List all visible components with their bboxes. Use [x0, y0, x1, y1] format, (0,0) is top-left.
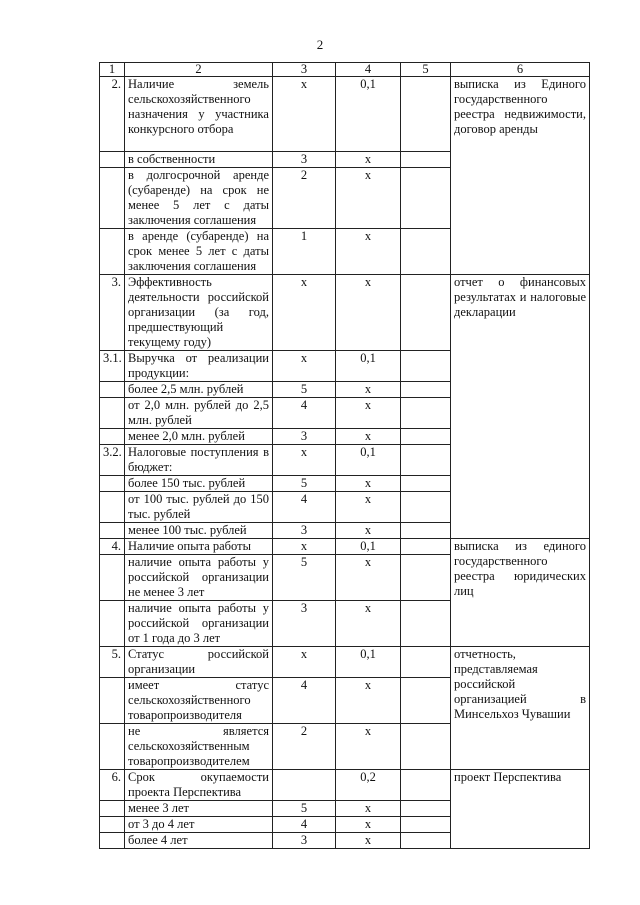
- row-number: [100, 523, 125, 539]
- value-cell: [401, 445, 451, 476]
- points-cell: х: [273, 77, 336, 152]
- points-cell: 3: [273, 152, 336, 168]
- points-cell: 5: [273, 801, 336, 817]
- points-cell: 5: [273, 476, 336, 492]
- weight-cell: х: [336, 817, 401, 833]
- criterion-name: от 100 тыс. рублей до 150 тыс. рублей: [125, 492, 273, 523]
- weight-cell: 0,1: [336, 445, 401, 476]
- weight-cell: х: [336, 492, 401, 523]
- row-number: [100, 555, 125, 601]
- header-row: [100, 63, 590, 77]
- table-row: [100, 77, 590, 152]
- criterion-name: Наличие опыта работы: [125, 539, 273, 555]
- value-cell: [401, 492, 451, 523]
- value-cell: [401, 601, 451, 647]
- points-cell: 5: [273, 555, 336, 601]
- row-number: [100, 601, 125, 647]
- points-cell: 2: [273, 168, 336, 229]
- row-number: [100, 152, 125, 168]
- points-cell: 4: [273, 398, 336, 429]
- value-cell: [401, 429, 451, 445]
- criterion-name: от 2,0 млн. рублей до 2,5 млн. рублей: [125, 398, 273, 429]
- row-number: 6.: [100, 770, 125, 801]
- criterion-name: наличие опыта работы у российской организации не менее 3 лет: [125, 555, 273, 601]
- value-cell: [401, 398, 451, 429]
- criterion-name: имеет статус сельскохозяйственного товаропроизводителя: [125, 678, 273, 724]
- points-cell: 4: [273, 678, 336, 724]
- weight-cell: х: [336, 724, 401, 770]
- row-number: [100, 492, 125, 523]
- value-cell: [401, 833, 451, 849]
- weight-cell: х: [336, 429, 401, 445]
- value-cell: [401, 168, 451, 229]
- criterion-name: в долгосрочной аренде (субаренде) на срок не менее 5 лет с даты заключения соглашения: [125, 168, 273, 229]
- row-number: [100, 476, 125, 492]
- points-cell: 2: [273, 724, 336, 770]
- weight-cell: х: [336, 833, 401, 849]
- row-number: 3.: [100, 275, 125, 351]
- weight-cell: х: [336, 152, 401, 168]
- table-row: [100, 275, 590, 351]
- criterion-name: наличие опыта работы у российской организации от 1 года до 3 лет: [125, 601, 273, 647]
- document-cell: отчетность, представляемая российской организацией в Минсельхоз Чувашии: [451, 647, 590, 770]
- row-number: [100, 801, 125, 817]
- criterion-name: Выручка от реализации продукции:: [125, 351, 273, 382]
- points-cell: 3: [273, 833, 336, 849]
- weight-cell: 0,2: [336, 770, 401, 801]
- weight-cell: х: [336, 382, 401, 398]
- value-cell: [401, 77, 451, 152]
- weight-cell: 0,1: [336, 351, 401, 382]
- row-number: [100, 833, 125, 849]
- weight-cell: х: [336, 229, 401, 275]
- value-cell: [401, 817, 451, 833]
- criterion-name: более 2,5 млн. рублей: [125, 382, 273, 398]
- criterion-name: Наличие земель сельскохозяйственного назначения у участника конкурсного отбора: [125, 77, 273, 152]
- points-cell: [273, 770, 336, 801]
- row-number: [100, 678, 125, 724]
- value-cell: [401, 523, 451, 539]
- criterion-name: не является сельскохозяйственным товаропроизводителем: [125, 724, 273, 770]
- weight-cell: х: [336, 168, 401, 229]
- document-cell: выписка из единого государственного реестра юридических лиц: [451, 539, 590, 647]
- value-cell: [401, 229, 451, 275]
- value-cell: [401, 801, 451, 817]
- row-number: [100, 817, 125, 833]
- weight-cell: х: [336, 398, 401, 429]
- header-cell: 1: [100, 63, 125, 77]
- points-cell: 1: [273, 229, 336, 275]
- points-cell: 4: [273, 817, 336, 833]
- header-cell: 4: [336, 63, 401, 77]
- value-cell: [401, 724, 451, 770]
- value-cell: [401, 476, 451, 492]
- weight-cell: х: [336, 801, 401, 817]
- weight-cell: х: [336, 678, 401, 724]
- criterion-name: более 4 лет: [125, 833, 273, 849]
- header-cell: 2: [125, 63, 273, 77]
- weight-cell: х: [336, 523, 401, 539]
- criterion-name: менее 100 тыс. рублей: [125, 523, 273, 539]
- points-cell: 3: [273, 601, 336, 647]
- document-cell: выписка из Единого государственного реестра недвижимости, договор аренды: [451, 77, 590, 275]
- weight-cell: х: [336, 555, 401, 601]
- value-cell: [401, 647, 451, 678]
- table-row: [100, 770, 590, 801]
- value-cell: [401, 555, 451, 601]
- points-cell: 4: [273, 492, 336, 523]
- criterion-name: в аренде (субаренде) на срок менее 5 лет с даты заключения соглашения: [125, 229, 273, 275]
- row-number: [100, 168, 125, 229]
- value-cell: [401, 539, 451, 555]
- points-cell: х: [273, 351, 336, 382]
- points-cell: 3: [273, 523, 336, 539]
- criterion-name: менее 2,0 млн. рублей: [125, 429, 273, 445]
- weight-cell: х: [336, 601, 401, 647]
- criterion-name: более 150 тыс. рублей: [125, 476, 273, 492]
- row-number: 5.: [100, 647, 125, 678]
- value-cell: [401, 351, 451, 382]
- value-cell: [401, 275, 451, 351]
- row-number: 2.: [100, 77, 125, 152]
- value-cell: [401, 152, 451, 168]
- criterion-name: менее 3 лет: [125, 801, 273, 817]
- criterion-name: Статус российской организации: [125, 647, 273, 678]
- points-cell: х: [273, 445, 336, 476]
- document-cell: отчет о финансовых результатах и налоговые декларации: [451, 275, 590, 539]
- criterion-name: Эффективность деятельности российской организации (за год, предшествующий текущему году): [125, 275, 273, 351]
- criterion-name: Налоговые поступления в бюджет:: [125, 445, 273, 476]
- value-cell: [401, 770, 451, 801]
- points-cell: 5: [273, 382, 336, 398]
- header-cell: 3: [273, 63, 336, 77]
- criterion-name: в собственности: [125, 152, 273, 168]
- header-cell: 6: [451, 63, 590, 77]
- row-number: 3.2.: [100, 445, 125, 476]
- points-cell: х: [273, 275, 336, 351]
- row-number: [100, 229, 125, 275]
- row-number: [100, 724, 125, 770]
- weight-cell: 0,1: [336, 77, 401, 152]
- row-number: [100, 398, 125, 429]
- row-number: [100, 382, 125, 398]
- row-number: 4.: [100, 539, 125, 555]
- row-number: [100, 429, 125, 445]
- table-row: [100, 539, 590, 555]
- weight-cell: х: [336, 476, 401, 492]
- criteria-table: [99, 62, 590, 849]
- row-number: 3.1.: [100, 351, 125, 382]
- weight-cell: 0,1: [336, 647, 401, 678]
- weight-cell: х: [336, 275, 401, 351]
- value-cell: [401, 382, 451, 398]
- criterion-name: от 3 до 4 лет: [125, 817, 273, 833]
- document-cell: проект Перспектива: [451, 770, 590, 849]
- table-row: [100, 647, 590, 678]
- weight-cell: 0,1: [336, 539, 401, 555]
- points-cell: х: [273, 539, 336, 555]
- points-cell: 3: [273, 429, 336, 445]
- header-cell: 5: [401, 63, 451, 77]
- page-number: 2: [316, 37, 324, 52]
- points-cell: х: [273, 647, 336, 678]
- value-cell: [401, 678, 451, 724]
- criterion-name: Срок окупаемости проекта Перспектива: [125, 770, 273, 801]
